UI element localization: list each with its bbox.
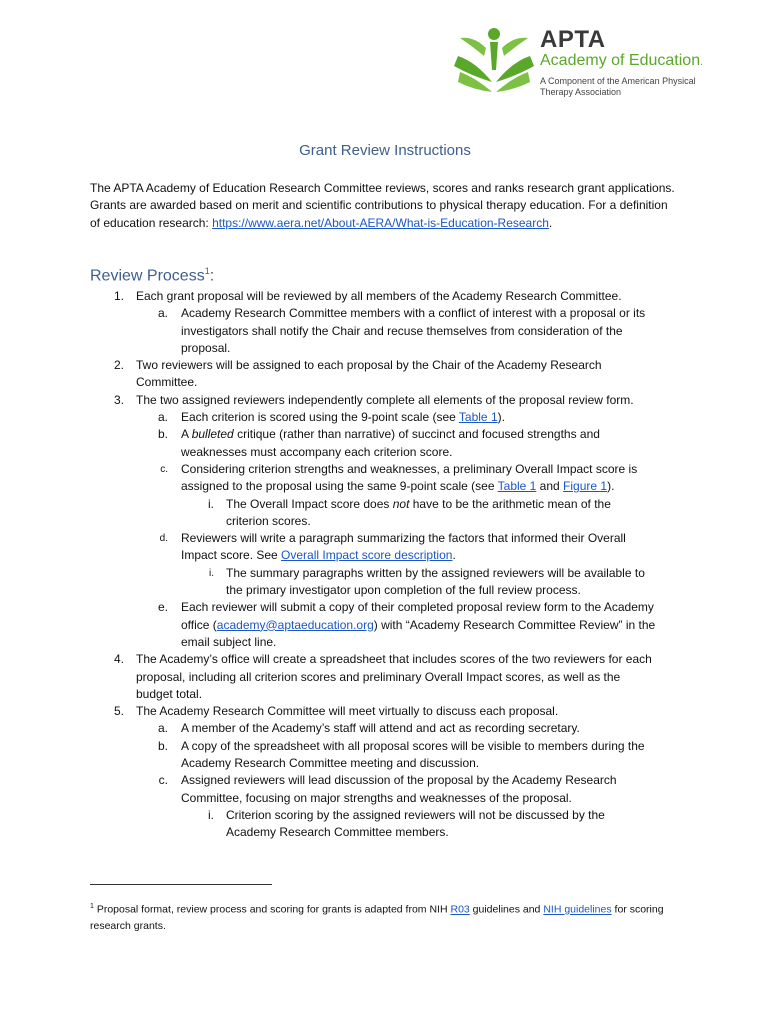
- page-title: Grant Review Instructions: [299, 142, 471, 159]
- figure-1-link[interactable]: Figure 1: [563, 479, 608, 494]
- academy-email-link[interactable]: academy@aptaeducation.org: [216, 617, 374, 632]
- list-item: 1. Each grant proposal will be reviewed by all members of the Academy Research Committee.: [113, 289, 622, 303]
- footnote: $^1$ Proposal format, review process and scoring for grants is adapted from NIH R03 guidelines and NIH guidelines for scoring research grants.: [90, 903, 664, 932]
- list-item: e. Each reviewer will submit a copy of their completed proposal review form to the Academy office (academy@aptaeducation.org) with “Academy Research Committee Review” in the email subject line.: [157, 600, 656, 649]
- logo-academy-text: Academy of Education.: [540, 52, 703, 69]
- list-item: c. Considering criterion strengths and weaknesses, a preliminary Overall Impact score is assigned to the proposal using the same 9-point scale (see Table 1 and Figure 1).: [160, 461, 638, 494]
- footnote-ref[interactable]: 1: [204, 266, 210, 276]
- list-item: a. A member of the Academy’s staff will attend and act as recording secretary.: [157, 721, 580, 736]
- list-item: i. The summary paragraphs written by the assigned reviewers will be available to the primary investigator upon completion of the full review process.: [209, 565, 645, 598]
- list-item: b. A copy of the spreadsheet with all proposal scores will be visible to members during the Academy Research Committee meeting and discussion.: [157, 738, 645, 771]
- list-item: 4. The Academy’s office will create a spreadsheet that includes scores of the two reviewers for each proposal, including all criterion scores and preliminary Overall Impact scores, as well as the budget total.: [113, 652, 652, 701]
- list-item: a. Academy Research Committee members with a conflict of interest with a proposal or its investigators shall notify the Chair and recuse themselves from consideration of the proposal.: [157, 306, 646, 355]
- list-item: 2. Two reviewers will be assigned to each proposal by the Chair of the Academy Research Committee.: [113, 358, 602, 390]
- intro-paragraph: The APTA Academy of Education Research Committee reviews, scores and ranks research grant applications. Grants are awarded based on merit and scientific contributions to physical therapy education. For a definition of education research: https://www.aera.net/About-AERA/What-is-Education-Research.: [90, 181, 675, 230]
- list-item: a. Each criterion is scored using the 9-point scale (see Table 1).: [157, 410, 505, 425]
- logo-apta-text: APTA: [540, 26, 606, 53]
- apta-logo: [450, 26, 750, 106]
- list-item: 3. The two assigned reviewers independently complete all elements of the proposal review form.: [113, 392, 634, 407]
- review-process-list: [0, 288, 770, 842]
- table-1-link[interactable]: Table 1: [497, 479, 537, 494]
- footnote-divider: [90, 884, 272, 885]
- review-process-heading: Review Process$^1$:: [90, 266, 215, 285]
- list-item: 5. The Academy Research Committee will meet virtually to discuss each proposal.: [113, 704, 559, 719]
- logo-subtitle: A Component of the American Physical Therapy Association: [540, 76, 696, 97]
- list-item: i. The Overall Impact score does not have to be the arithmetic mean of the criterion scores.: [208, 496, 611, 528]
- list-item: d. Reviewers will write a paragraph summarizing the factors that informed their Overall Impact score. See Overall Impact score description.: [159, 531, 626, 563]
- r03-link[interactable]: R03: [450, 903, 470, 916]
- nih-guidelines-link[interactable]: NIH guidelines: [543, 903, 612, 916]
- list-item: i. Criterion scoring by the assigned reviewers will not be discussed by the Academy Research Committee members.: [208, 807, 605, 840]
- overall-impact-link[interactable]: Overall Impact score description: [281, 548, 453, 563]
- list-item: c. Assigned reviewers will lead discussion of the proposal by the Academy Research Committee, focusing on major strengths and weaknesses of the proposal.: [158, 773, 617, 805]
- aera-definition-link[interactable]: https://www.aera.net/About-AERA/What-is-Education-Research: [212, 215, 549, 230]
- academy-leaf-icon: [450, 26, 534, 96]
- list-item: b. A bulleted critique (rather than narrative) of succinct and focused strengths and weaknesses must accompany each criterion score.: [157, 427, 600, 459]
- table-1-link[interactable]: Table 1: [458, 410, 498, 425]
